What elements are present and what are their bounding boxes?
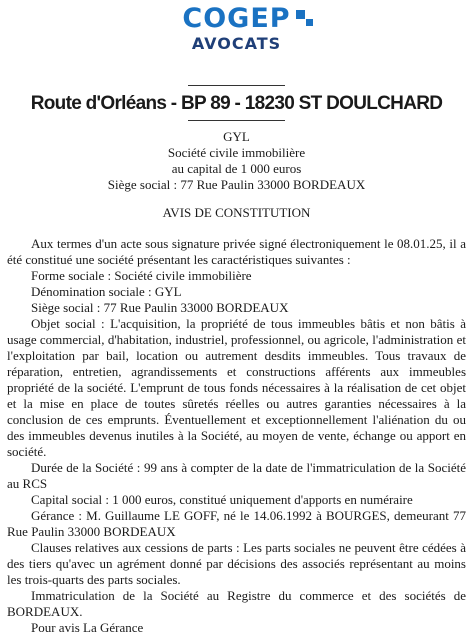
corporate-purpose: Objet social : L'acquisition, la propriété de tous immeubles bâtis et non bâtis à usage commercial, d'habitation, industriel, professionnel, ou agricole, l'administration et l'exploitation par bail, location ou autrement desdits immeubles. Tous travaux de réparation, entretien, agrandissements et constructions afférents aux immeubles propriété de la société. L'emprunt de tous fonds nécessaires à la réalisation de cet objet et la mise en place de toutes sûretés réelles ou autres garanties nécessaires à la conclusion de ces emprunts. Éventuellement et exceptionnellement l'aliénation du ou des immeubles devenus inutiles à la Société, au moyen de vente, échange ou apport en société. (7, 316, 466, 459)
logo-subtitle: AVOCATS (191, 34, 282, 53)
signature-line: Pour avis La Gérance (31, 620, 144, 635)
logo-name: COGEP (182, 3, 291, 34)
logo-mark (182, 4, 290, 34)
intro-paragraph: Aux termes d'un acte sous signature privée signé électroniquement le 08.01.25, il a été constitué une société présentant les caractéristiques suivantes : (7, 236, 466, 267)
company-type: Société civile immobilière (167, 145, 306, 160)
address-heading: Route d'Orléans - BP 89 - 18230 ST DOULCHARD (30, 93, 443, 114)
logo-square-small-icon (306, 19, 313, 26)
notice-title: AVIS DE CONSTITUTION (162, 205, 311, 220)
cogep-avocats-logo (0, 4, 473, 53)
management: Gérance : M. Guillaume LE GOFF, né le 14.06.1992 à BOURGES, demeurant 77 Rue Paulin 33000 BORDEAUX (7, 508, 466, 539)
share-capital: Capital social : 1 000 euros, constitué uniquement d'apports en numéraire (31, 492, 413, 507)
company-header (7, 129, 466, 193)
share-transfer-clauses: Clauses relatives aux cessions de parts : Les parts sociales ne peuvent être cédées à des tiers qu'avec un agrément donné par décisions des associés représentant au moins les trois-quarts des parts sociales. (7, 540, 466, 587)
registered-office: Siège social : 77 Rue Paulin 33000 BORDEAUX (31, 300, 289, 315)
top-divider (188, 85, 285, 86)
notice-body (7, 236, 466, 636)
company-capital: au capital de 1 000 euros (171, 161, 302, 176)
company-duration: Durée de la Société : 99 ans à compter de la date de l'immatriculation de la Société au RCS (7, 460, 466, 491)
registration: Immatriculation de la Société au Registre du commerce et des sociétés de BORDEAUX. (7, 588, 466, 619)
company-seat: Siège social : 77 Rue Paulin 33000 BORDEAUX (107, 177, 366, 192)
logo-square-icon (296, 10, 305, 19)
notice-title-block (7, 205, 466, 221)
legal-form: Forme sociale : Société civile immobilière (31, 268, 252, 283)
company-name: GYL (223, 129, 250, 144)
company-denomination: Dénomination sociale : GYL (31, 284, 182, 299)
bottom-divider (188, 120, 285, 121)
